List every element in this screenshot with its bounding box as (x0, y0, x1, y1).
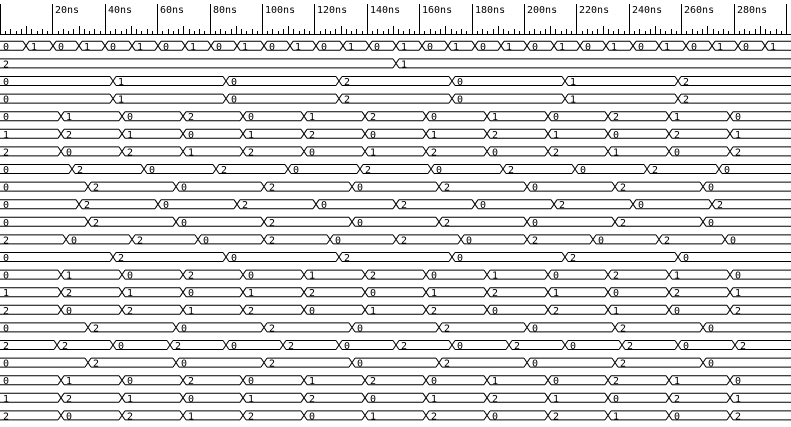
bus-value: 1 (370, 411, 377, 423)
bus-value: 1 (553, 288, 560, 300)
ruler-tick-label: 40ns (108, 5, 133, 16)
bus-value: 2 (66, 288, 73, 300)
bus-value: 2 (627, 341, 634, 352)
bus-value: 1 (248, 129, 255, 141)
bus-value: 1 (190, 41, 197, 53)
bus-value: 2 (3, 411, 10, 423)
bus-value: 1 (431, 288, 438, 300)
bus-value: 2 (370, 270, 377, 282)
ruler-tick-label: 200ns (527, 5, 558, 16)
ruler-tick-label: 100ns (265, 5, 296, 16)
signal-lane[interactable] (0, 129, 791, 141)
bus-value: 1 (370, 147, 377, 159)
bus-value: 2 (365, 165, 372, 176)
bus-value: 0 (127, 376, 134, 388)
bus-value: 0 (3, 217, 10, 229)
bus-value: 1 (3, 288, 10, 300)
bus-value: 0 (163, 41, 170, 53)
bus-value: 2 (370, 376, 377, 388)
bus-value: 2 (309, 129, 316, 141)
bus-value: 2 (735, 411, 742, 423)
signal-lane[interactable] (0, 147, 791, 159)
bus-value: 2 (269, 217, 276, 229)
bus-value: 0 (309, 305, 316, 317)
bus-value: 0 (3, 200, 10, 212)
bus-value: 2 (344, 253, 351, 264)
bus-value: 0 (708, 358, 715, 370)
bus-value: 1 (431, 129, 438, 141)
signal-lane[interactable] (0, 165, 791, 177)
bus-value: 0 (3, 94, 10, 106)
bus-value: 2 (269, 358, 276, 370)
bus-value: 1 (84, 41, 91, 53)
bus-value: 0 (683, 341, 690, 352)
bus-value: 0 (181, 217, 188, 229)
bus-value: 0 (216, 41, 223, 53)
bus-value: 0 (431, 376, 438, 388)
bus-value: 0 (3, 323, 10, 335)
bus-value: 2 (620, 323, 627, 335)
bus-value: 2 (93, 358, 100, 370)
bus-value: 0 (181, 323, 188, 335)
bus-value: 0 (532, 217, 539, 229)
signal-lane[interactable] (0, 253, 791, 265)
bus-value: 2 (221, 165, 228, 176)
bus-value: 0 (248, 112, 255, 124)
signal-lane[interactable] (0, 182, 791, 194)
signal-lane[interactable] (0, 288, 791, 300)
bus-value: 2 (553, 411, 560, 423)
bus-value: 0 (674, 411, 681, 423)
bus-value: 0 (357, 323, 364, 335)
bus-value: 2 (431, 147, 438, 159)
signal-lane[interactable] (0, 358, 791, 370)
bus-value: 2 (613, 112, 620, 124)
bus-value: 1 (3, 393, 10, 405)
bus-value: 0 (374, 41, 381, 53)
time-ruler[interactable] (0, 0, 791, 35)
bus-value: 0 (231, 77, 238, 88)
ruler-tick-label: 20ns (55, 5, 80, 16)
bus-value: 0 (3, 112, 10, 124)
bus-value: 0 (431, 270, 438, 282)
bus-value: 1 (348, 41, 355, 53)
bus-value: 2 (444, 358, 451, 370)
bus-value: 2 (127, 411, 134, 423)
bus-value: 1 (295, 41, 302, 53)
bus-value: 2 (532, 235, 539, 247)
bus-value: 0 (149, 165, 156, 176)
bus-value: 0 (231, 94, 238, 106)
bus-value: 1 (242, 41, 249, 53)
bus-value: 0 (370, 129, 377, 141)
bus-value: 2 (93, 182, 100, 194)
signal-lane[interactable] (0, 235, 791, 247)
bus-value: 0 (309, 411, 316, 423)
signal-lane[interactable] (0, 112, 791, 124)
bus-value: 0 (231, 253, 238, 264)
bus-value: 2 (740, 341, 747, 352)
bus-value: 0 (638, 200, 645, 212)
bus-value: 2 (3, 341, 10, 352)
bus-value: 1 (188, 147, 195, 159)
bus-value: 1 (188, 305, 195, 317)
bus-value: 1 (453, 41, 460, 53)
bus-value: 0 (598, 235, 605, 247)
ruler-tick-label: 160ns (422, 5, 453, 16)
bus-value: 0 (492, 411, 499, 423)
bus-value: 2 (444, 182, 451, 194)
bus-value: 0 (188, 288, 195, 300)
bus-value: 2 (401, 341, 408, 352)
bus-value: 2 (309, 288, 316, 300)
bus-value: 1 (674, 112, 681, 124)
bus-value: 2 (66, 393, 73, 405)
bus-value: 0 (457, 253, 464, 264)
bus-value: 2 (735, 147, 742, 159)
bus-value: 0 (570, 341, 577, 352)
bus-value: 0 (188, 393, 195, 405)
bus-value: 0 (181, 182, 188, 194)
bus-value: 2 (93, 217, 100, 229)
bus-value: 1 (492, 112, 499, 124)
bus-value: 0 (357, 217, 364, 229)
signal-lane[interactable] (0, 411, 791, 423)
bus-value: 1 (570, 77, 577, 88)
bus-value: 0 (163, 200, 170, 212)
bus-value: 1 (735, 393, 742, 405)
bus-value: 2 (3, 235, 10, 247)
bus-value: 1 (664, 41, 671, 53)
bus-value: 0 (321, 41, 328, 53)
bus-value: 2 (344, 77, 351, 88)
bus-value: 2 (674, 393, 681, 405)
bus-value: 2 (84, 200, 91, 212)
bus-value: 2 (553, 305, 560, 317)
bus-value: 0 (532, 182, 539, 194)
bus-value: 0 (638, 41, 645, 53)
bus-value: 2 (444, 217, 451, 229)
bus-value: 2 (620, 182, 627, 194)
bus-value: 2 (269, 323, 276, 335)
bus-value: 2 (664, 235, 671, 247)
bus-value: 0 (613, 129, 620, 141)
bus-value: 0 (585, 41, 592, 53)
ruler-tick-label: 140ns (370, 5, 401, 16)
ruler-tick-label: 280ns (737, 5, 768, 16)
bus-value: 2 (553, 147, 560, 159)
bus-value: 2 (492, 288, 499, 300)
signal-lane[interactable] (0, 41, 791, 53)
bus-value: 0 (553, 270, 560, 282)
bus-value: 0 (181, 358, 188, 370)
bus-value: 1 (309, 270, 316, 282)
ruler-tick-label: 120ns (317, 5, 348, 16)
bus-value: 0 (3, 376, 10, 388)
bus-value: 0 (3, 182, 10, 194)
signal-lanes (0, 41, 791, 422)
bus-value: 0 (3, 270, 10, 282)
bus-value: 2 (93, 323, 100, 335)
bus-value: 0 (203, 235, 210, 247)
bus-value: 0 (3, 165, 10, 176)
signal-lane[interactable] (0, 376, 791, 388)
bus-value: 2 (3, 147, 10, 159)
bus-value: 2 (137, 235, 144, 247)
bus-value: 1 (770, 41, 777, 53)
bus-value: 0 (370, 288, 377, 300)
bus-value: 0 (357, 358, 364, 370)
signal-lane[interactable] (0, 217, 791, 229)
bus-value: 2 (401, 235, 408, 247)
bus-value: 1 (248, 288, 255, 300)
bus-value: 1 (309, 376, 316, 388)
bus-value: 1 (431, 393, 438, 405)
bus-value: 2 (3, 59, 10, 71)
bus-value: 2 (269, 235, 276, 247)
bus-value: 0 (492, 147, 499, 159)
bus-value: 1 (674, 270, 681, 282)
bus-value: 0 (457, 341, 464, 352)
bus-value: 0 (127, 112, 134, 124)
bus-value: 2 (62, 341, 69, 352)
bus-value: 1 (613, 305, 620, 317)
signal-lane[interactable] (0, 200, 791, 212)
signal-lane[interactable] (0, 94, 791, 106)
bus-value: 1 (248, 393, 255, 405)
ruler-tick-label: 240ns (632, 5, 663, 16)
bus-value: 2 (559, 200, 566, 212)
bus-value: 2 (242, 200, 249, 212)
bus-value: 0 (724, 165, 731, 176)
bus-value: 0 (370, 393, 377, 405)
bus-value: 0 (480, 41, 487, 53)
bus-value: 0 (3, 358, 10, 370)
bus-value: 1 (127, 129, 134, 141)
bus-value: 2 (683, 77, 690, 88)
bus-value: 1 (735, 129, 742, 141)
bus-value: 0 (269, 41, 276, 53)
bus-value: 2 (431, 305, 438, 317)
bus-value: 2 (683, 94, 690, 106)
bus-value: 0 (735, 112, 742, 124)
bus-value: 2 (613, 376, 620, 388)
signal-lane[interactable] (0, 323, 791, 335)
bus-value: 0 (436, 165, 443, 176)
bus-value: 1 (66, 376, 73, 388)
bus-value: 0 (66, 147, 73, 159)
bus-value: 0 (66, 305, 73, 317)
bus-value: 0 (248, 376, 255, 388)
bus-value: 2 (309, 393, 316, 405)
bus-value: 2 (288, 341, 295, 352)
bus-value: 0 (188, 129, 195, 141)
bus-value: 1 (613, 411, 620, 423)
signal-lane[interactable] (0, 59, 791, 71)
bus-value: 1 (553, 393, 560, 405)
bus-value: 2 (735, 305, 742, 317)
bus-value: 1 (492, 376, 499, 388)
bus-value: 2 (3, 305, 10, 317)
bus-value: 0 (293, 165, 300, 176)
bus-value: 1 (611, 41, 618, 53)
bus-value: 1 (559, 41, 566, 53)
signal-lane[interactable] (0, 305, 791, 317)
bus-value: 0 (127, 270, 134, 282)
bus-value: 1 (66, 270, 73, 282)
bus-value: 0 (613, 393, 620, 405)
bus-value: 1 (492, 270, 499, 282)
bus-value: 0 (466, 235, 473, 247)
ruler-tick-label: 60ns (160, 5, 185, 16)
bus-value: 0 (335, 235, 342, 247)
bus-value: 1 (735, 288, 742, 300)
bus-value: 1 (66, 112, 73, 124)
bus-value: 0 (708, 217, 715, 229)
bus-value: 0 (344, 341, 351, 352)
bus-value: 0 (580, 165, 587, 176)
bus-value: 0 (357, 182, 364, 194)
bus-value: 2 (401, 200, 408, 212)
bus-value: 0 (431, 112, 438, 124)
ruler-tick-label: 220ns (579, 5, 610, 16)
bus-value: 2 (508, 165, 515, 176)
bus-value: 0 (613, 288, 620, 300)
bus-value: 0 (674, 305, 681, 317)
bus-value: 0 (735, 270, 742, 282)
ruler-tick-label: 180ns (475, 5, 506, 16)
bus-value: 2 (248, 305, 255, 317)
signal-lane[interactable] (0, 393, 791, 405)
bus-value: 1 (401, 59, 408, 71)
bus-value: 1 (118, 77, 125, 88)
bus-value: 2 (188, 376, 195, 388)
bus-value: 0 (427, 41, 434, 53)
bus-value: 2 (620, 358, 627, 370)
bus-value: 0 (708, 323, 715, 335)
bus-value: 2 (127, 305, 134, 317)
signal-lane[interactable] (0, 77, 791, 89)
bus-value: 1 (570, 94, 577, 106)
bus-value: 0 (231, 341, 238, 352)
bus-value: 0 (457, 77, 464, 88)
ruler-tick-label: 260ns (684, 5, 715, 16)
bus-value: 0 (248, 270, 255, 282)
bus-value: 0 (735, 376, 742, 388)
bus-value: 0 (309, 147, 316, 159)
bus-value: 1 (309, 112, 316, 124)
bus-value: 1 (127, 393, 134, 405)
bus-value: 2 (175, 341, 182, 352)
bus-value: 0 (691, 41, 698, 53)
bus-value: 1 (137, 41, 144, 53)
bus-value: 0 (58, 41, 65, 53)
bus-value: 0 (674, 147, 681, 159)
bus-value: 1 (401, 41, 408, 53)
bus-value: 0 (71, 235, 78, 247)
bus-value: 1 (188, 411, 195, 423)
bus-value: 0 (480, 200, 487, 212)
bus-value: 1 (613, 147, 620, 159)
bus-value: 0 (532, 323, 539, 335)
bus-value: 2 (188, 270, 195, 282)
bus-value: 2 (118, 253, 125, 264)
bus-value: 0 (683, 253, 690, 264)
bus-value: 2 (492, 393, 499, 405)
bus-value: 0 (708, 182, 715, 194)
bus-value: 0 (457, 94, 464, 106)
bus-value: 0 (532, 358, 539, 370)
bus-value: 0 (110, 41, 117, 53)
bus-value: 2 (514, 341, 521, 352)
bus-value: 2 (492, 129, 499, 141)
bus-value: 0 (743, 41, 750, 53)
bus-value: 0 (3, 41, 10, 53)
bus-value: 2 (674, 288, 681, 300)
bus-value: 1 (370, 305, 377, 317)
bus-value: 0 (730, 235, 737, 247)
bus-value: 0 (3, 253, 10, 264)
bus-value: 0 (321, 200, 328, 212)
bus-value: 2 (77, 165, 84, 176)
bus-value: 2 (613, 270, 620, 282)
bus-value: 1 (506, 41, 513, 53)
bus-value: 2 (269, 182, 276, 194)
bus-value: 0 (553, 376, 560, 388)
bus-value: 2 (717, 200, 724, 212)
signal-lane[interactable] (0, 270, 791, 282)
bus-value: 1 (553, 129, 560, 141)
bus-value: 2 (248, 147, 255, 159)
bus-value: 0 (118, 341, 125, 352)
bus-value: 2 (127, 147, 134, 159)
signal-lane[interactable] (0, 341, 791, 353)
bus-value: 2 (570, 253, 577, 264)
bus-value: 2 (620, 217, 627, 229)
bus-value: 1 (674, 376, 681, 388)
bus-value: 1 (717, 41, 724, 53)
bus-value: 2 (344, 94, 351, 106)
bus-value: 2 (188, 112, 195, 124)
bus-value: 2 (370, 112, 377, 124)
bus-value: 0 (532, 41, 539, 53)
ruler-tick-label: 80ns (213, 5, 238, 16)
bus-value: 2 (444, 323, 451, 335)
bus-value: 2 (66, 129, 73, 141)
bus-value: 1 (127, 288, 134, 300)
bus-value: 0 (492, 305, 499, 317)
bus-value: 2 (248, 411, 255, 423)
bus-value: 1 (31, 41, 38, 53)
bus-value: 1 (118, 94, 125, 106)
bus-value: 0 (553, 112, 560, 124)
bus-value: 1 (3, 129, 10, 141)
bus-value: 0 (66, 411, 73, 423)
bus-value: 2 (652, 165, 659, 176)
bus-value: 0 (3, 77, 10, 88)
bus-value: 2 (431, 411, 438, 423)
bus-value: 2 (674, 129, 681, 141)
